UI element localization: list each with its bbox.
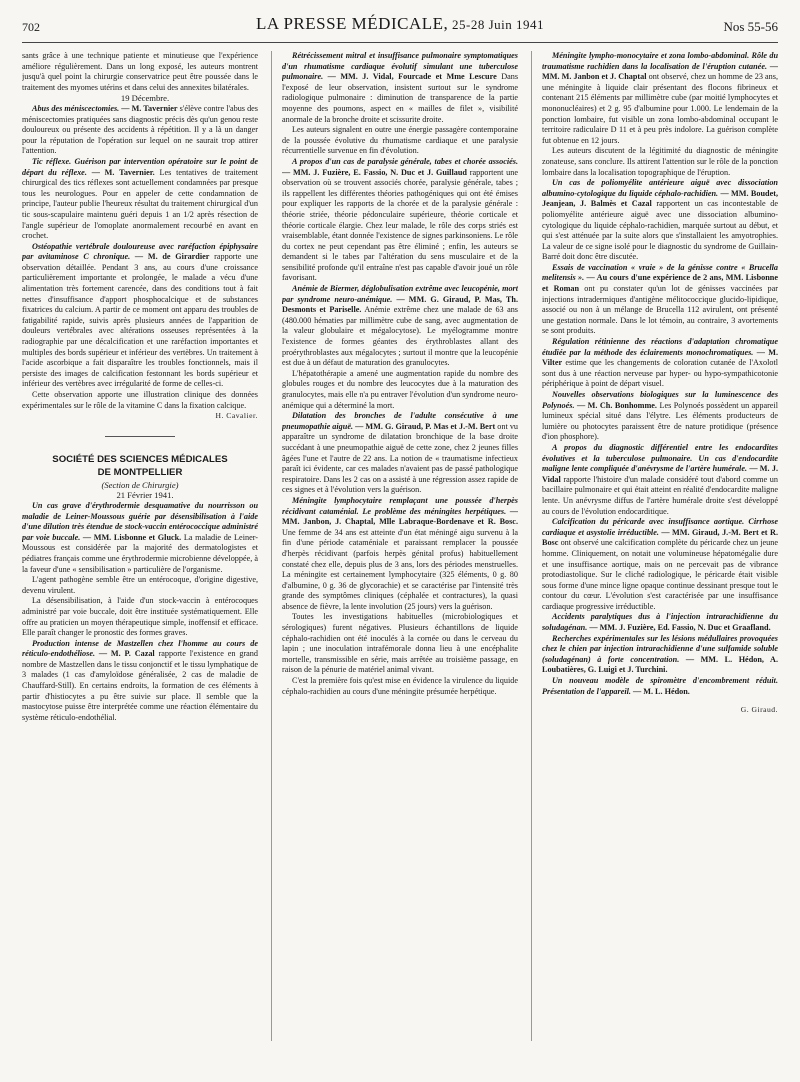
- article-title: Nouvelles observations biologiques sur la luminescence des Polynoés.: [542, 390, 778, 410]
- article-text: ont observé une calcification complète du péricarde chez un jeune homme. Cliniquement, on notait une volumineuse hépatomégalie dure et une insuffisance aortique, mais on ne percevait pas de vibrance protodiastolique. Sur le cliché radiologique, le péricarde était visible sous forme d'une mince ligne opaque continue dessinant presque tout le contour du cœur. L'évolution s'est caractérisée par une insuffisance cardiaque progressive irréductible.: [542, 538, 778, 611]
- article-authors: — M. Vilter: [542, 347, 778, 368]
- article-dilatation-bronches: [282, 411, 518, 496]
- article-text: rapportent un cas incontestable de poliomyélite antérieure aiguë avec une dissociation albumino-cytologique du liquide céphalo-rachidien, marquée surtout au début, et qui s'est atténuée par la suite alors que s'installaient les amyotrophies. La valeur de ce signe isolé pour le diagnostic du syndrome de Guillain-Barré doit donc être discutée.: [542, 199, 778, 262]
- article-poliomyelite: [542, 178, 778, 263]
- article-authors: — MM. L. Hédon, A. Loubatières, G. Luigi et J. Turchini.: [542, 654, 778, 675]
- article-authors: — Au cours d'une expérience de 2 ans, MM. Lisbonne et Roman: [542, 273, 778, 294]
- article-text: Une femme de 34 ans est atteinte d'un état méningé aigu survenu à la fin d'une période cataméniale et paraissant remplacer la poussée d'herpès récidivant (parfois herpès génital profus) habituellement constaté chez elle, depuis plus de 3 ans, lors des périodes menstruelles. La méningite est certainement lymphocytaire (325 éléments, 0 g. 80 d'albumine, 0 g. 36 de glycorachie) et se caractérise par l'intensité très grande des symptômes cliniques (céphalée et contractures), la quasi absence de fièvre, la lente involution (25 jours) vers la guérison.: [282, 527, 518, 611]
- article-title: Un cas grave d'érythrodermie desquamative du nourrisson ou maladie de Leiner-Moussous guérie par désensibilisation à l'aide d'une dilution très étendue de stock-vaccin entérococcique administré par voie buccale.: [22, 500, 258, 542]
- article-text: Les Polynoés possèdent un appareil lumineux spécial situé dans l'élytre. Les éléments producteurs de lumière ou photocytes paraissent être de nature protidique (présence d'ion phosphore).: [542, 400, 778, 442]
- continued-text: sants grâce à une technique patiente et minutieuse que l'expérience améliore régulièrement. Dans un long exposé, les auteurs montrent jusqu'à quel point la chirurgie conservatrice peut être poussée dans le traitement des myomes utérins et dans celui des annexites bilatérales.: [22, 51, 258, 92]
- article-text: Les tentatives de traitement chirurgical des tics réflexes sont actuellement condamnées par presque tous les neurologues. Pour en appeler de cette condamnation de principe, l'auteur publie l'heureux résultat du traitement chirurgical d'un tic sous-scapulaire maintenu guéri depuis 1 an 1/2 après résection de l'angle supérieur de l'omoplate anormalement recourbé en avant en crochet.: [22, 167, 258, 241]
- article-title: Un cas de poliomyélite antérieure aiguë avec dissociation albumino-cytologique du liquide céphalo-rachidien.: [542, 178, 778, 198]
- article-title: A propos du diagnostic différentiel entre les endocardites évolutives et la tuberculose pulmonaire. Un cas d'endocardite maligne lente compliquée d'anévrysme de l'artère humérale.: [542, 442, 778, 474]
- article-paralysie-generale: [282, 157, 518, 284]
- article-authors: — MM. G. Giraud, P. Mas et J.-M. Bert: [355, 421, 496, 431]
- article-title: Un nouveau modèle de spiromètre d'encombrement réduit. Présentation de l'appareil.: [542, 676, 778, 696]
- article-text-continued: L'hépatothérapie a amené une augmentation rapide du nombre des globules rouges et du nombre des leucocytes due à la maturation des granulocytes, mais elle n'a pu entraver l'évolution d'un syndrome neuro-anémique qui a déterminé la mort.: [282, 368, 518, 410]
- article-text: s'élève contre l'abus des méniscectomies pratiquées sans diagnostic précis dès qu'un genou reste douloureux ou présente des accidents à répétition. Il y a là un danger pour la réputation de l'opération sur lequel on ne saurait trop attirer l'attention.: [22, 103, 258, 156]
- article-authors: — MM. Boudet, Jeanjean, J. Balmès et Cazal: [542, 188, 778, 209]
- article-text: La maladie de Leiner-Moussous est considérée par la majorité des dermatologistes et pédiatres français comme une érythrodermie microbienne développée, à la faveur d'une « sensibilisation » particulière de l'organisme.: [22, 532, 258, 574]
- article-text: estime que les changements de coloration cutanée de l'Axolotl sont dus à une réaction nerveuse par hyper- ou hypo-sympathicotonie périphérique à point de départ visuel.: [542, 358, 778, 389]
- article-accidents-paralytiques: [542, 612, 778, 633]
- article-authors: — M. Ch. Bonhomme.: [577, 400, 657, 410]
- article-text-continued: Cette observation apporte une illustration clinique des données expérimentales sur le rôle de la vitamine C dans la fixation calcique.: [22, 390, 258, 410]
- article-zona: [542, 51, 778, 146]
- column-divider: [531, 51, 532, 1041]
- column-2: [282, 51, 518, 1069]
- article-title: Accidents paralytiques dus à l'injection intrarachidienne du soludagénan.: [542, 612, 778, 633]
- article-authors: — MM. G. Giraud, P. Mas, Th. Desmonts et Pariselle.: [282, 294, 518, 315]
- article-abus-meniscectomies: [22, 104, 258, 157]
- article-spirometre: [542, 676, 778, 697]
- author-signature: H. Cavalier.: [215, 411, 258, 421]
- article-authors: — M. P. Cazal: [98, 649, 155, 659]
- page-header: [0, 14, 800, 38]
- article-authors: — MM. J. Fuzière, E. Fassio, N. Duc et J. Guillaud: [282, 167, 467, 177]
- issue-number: Nos 55-56: [723, 19, 778, 34]
- society-heading: SOCIÉTÉ DES SCIENCES MÉDICALES: [52, 453, 228, 465]
- society-section: (Section de Chirurgie): [101, 479, 179, 490]
- article-authors: — MM. Lisbonne et Gluck.: [82, 532, 182, 542]
- article-regulation-retinienne: [542, 337, 778, 390]
- article-calcification-pericarde: [542, 517, 778, 612]
- article-title: Essais de vaccination « vraie » de la génisse contre « Brucella melitensis ».: [542, 262, 778, 283]
- article-title: A propos d'un cas de paralysie générale, tabes et chorée associés.: [292, 156, 518, 166]
- article-title: Abus des méniscectomies.: [32, 103, 120, 113]
- article-authors: — M. J. Vidal: [542, 464, 778, 484]
- article-retrecissement-mitral: [282, 51, 518, 125]
- article-title: Dilatation des bronches de l'adulte consécutive à une pneumopathie aiguë.: [282, 411, 518, 431]
- article-text: rapporte l'histoire d'un malade considéré tout d'abord comme un bacillaire pulmonaire et qui était atteint en réalité d'endocardite maligne lente. Un anévrysme diffus de l'artère humérale droite s'est développé au cours de l'évolution endocarditique.: [542, 474, 778, 516]
- article-authors: — MM. J. Fuzière, Ed. Fassio, N. Duc et Graafland.: [589, 623, 771, 633]
- article-title: Production intense de Mastzellen chez l'homme au cours de réticulo-endothéliose.: [22, 638, 258, 659]
- article-authors: — M. Tavernier.: [91, 167, 155, 177]
- author-signature: G. Giraud.: [740, 705, 778, 715]
- article-title: Rétrécissement mitral et insuffisance pulmonaire symptomatiques d'un rhumatisme cardiaque évolutif simulant une tuberculose pulmonaire.: [282, 51, 518, 82]
- article-authors: — M. L. Hédon.: [632, 686, 690, 696]
- session-date: 19 Décembre.: [120, 93, 170, 104]
- article-title: Méningite lymphocytaire remplaçant une poussée d'herpès récidivant cataménial. Le problème des méningites herpétiques.: [282, 495, 518, 516]
- article-text: rapportent une observation où se trouvent associés chorée, paralysie générale, tabes ; ils rappellent les différentes théories pathogéniques qui ont été émises pour expliquer les rapports de la chorée et de la paralysie générale : théorie striée, théorie pédonculaire supérieure, théorie corticale et théorie corticale élargie. Chez leur malade, le rôle des corps striés est vraisemblable, étant donnée l'existence de signes parkinsoniens. Le rôle du cortex ne peut cependant pas être éliminé ; enfin, les auteurs se demandent si le tabes par l'altération du sens musculaire et de la sensibilité profonde qu'il entraîne n'est pas capable d'avoir joué un rôle favorisant.: [282, 167, 518, 283]
- article-mastzellen: [22, 639, 258, 724]
- column-1: [22, 51, 258, 1069]
- article-title: Calcification du péricarde avec insuffisance aortique. Cirrhose cardiaque et asystolie irréductible.: [542, 517, 778, 537]
- article-authors: — MM. J. Vidal, Fourcade et Mme Lescure: [327, 72, 497, 82]
- page-number: 702: [22, 20, 40, 34]
- column-divider: [271, 51, 272, 1041]
- article-osteopathie: [22, 242, 258, 390]
- article-authors: — MM. M. Janbon et J. Chaptal: [542, 61, 778, 82]
- section-separator: [105, 436, 175, 437]
- article-title: Tic réflexe. Guérison par intervention opératoire sur le point de départ du réflexe.: [22, 156, 258, 177]
- session-date: 21 Février 1941.: [116, 490, 174, 501]
- article-erythrodermie: [22, 501, 258, 575]
- journal-name: LA PRESSE MÉDICALE,: [255, 14, 449, 33]
- article-endocardites: [542, 443, 778, 517]
- article-text: Dans l'exposé de leur observation, insistent surtout sur le syndrome radiologique pulmonaire : diminution de transparence de la partie moyenne des poumons, aspect en « mailles de filet », visibilité anormale de la bronche droite et scissurite droite.: [282, 72, 518, 124]
- article-authors: — MM. Giraud, J.-M. Bert et R. Bosc: [542, 527, 778, 548]
- article-text-continued: L'agent pathogène semble être un entérocoque, d'origine digestive, devenu virulent.: [22, 575, 258, 595]
- article-title: Anémie de Biermer, déglobulisation extrême avec leucopénie, mort par syndrome neuro-anémique.: [282, 284, 518, 304]
- article-text: ont vu apparaître un syndrome de dilatation bronchique de la base droite succédant à une pneumopathie aiguë de cette zone, chez 2 jeunes filles âgées l'une et l'autre de 22 ans. La notion de « traumatisme infectieux paraît ici évidente, car ces malades n'avaient pas de passé pathologique respiratoire. Dans les 2 cas on a assisté à une régression assez rapide de ces signes et à l'évolution vers la guérison.: [282, 421, 518, 495]
- society-heading-line2: DE MONTPELLIER: [97, 466, 183, 478]
- article-text-continued: C'est la première fois qu'est mise en évidence la virulence du liquide céphalo-rachidien au cours d'une méningite présumée herpétique.: [282, 676, 518, 696]
- column-3: [542, 51, 778, 1069]
- header-rule: [22, 42, 778, 43]
- article-recherches-experimentales: [542, 634, 778, 676]
- article-title: Ostéopathie vertébrale douloureuse avec raréfaction épiphysaire par avitaminose C chronique.: [22, 241, 258, 262]
- article-vaccination-genisse: [542, 263, 778, 337]
- article-text: Anémie extrême chez une malade de 63 ans (480.000 hématies par millimètre cube de sang, avec augmentation de la valeur globulaire et mégalocytose). Le myélogramme montre l'existence de formes géantes des érythroblastes allant des proérythroblastes aux mégalocytes ; surtout il montre que la leucopénie est due à un défaut de maturation des granulocytes.: [282, 305, 518, 368]
- article-text-continued: Les auteurs discutent de la légitimité du diagnostic de méningite zonateuse, sans conclure. Ils attirent l'attention sur le rôle de la ponction lombaire dans la localisation topographique de l'éruption.: [542, 146, 778, 177]
- issue-date: 25-28 Juin 1941: [448, 17, 545, 32]
- article-meningite-lymphocytaire: [282, 496, 518, 613]
- article-text-continued: Les auteurs signalent en outre une énergie passagère contemporaine de la poussée évolutive du rhumatisme cardiaque et une paralysie récurrentielle survenue en fin d'évolution.: [282, 125, 518, 156]
- article-authors: — M. de Girardier: [134, 252, 210, 262]
- article-polynoes: [542, 390, 778, 443]
- article-text: rapporte une observation détaillée. Pendant 3 ans, au cours d'une croissance particulièrement importante et prolongée, le malade a vécu d'une alimentation très fortement carencée, dans des conditions tout à fait nettes d'insuffisance d'apport phosphocalcique et de substances fixatrices du calcium. A partir de ce moment ont apparu des troubles de fatigabilité rapide, suivis après plusieurs années de l'apparition de douleurs vertébrales avec altérations osseuses représentées à la radiographie par une décalcification et une raréfaction importantes et multiples des bords supérieur et inférieur des vertèbres. Un traitement à l'acide ascorbique a fait disparaître les troubles fonctionnels, mais il persiste des images de calcification festonnant les bords supérieur et inférieur des vertèbres avec irrégularité de forme de celles-ci.: [22, 252, 258, 389]
- article-text-continued: La désensibilisation, à l'aide d'un stock-vaccin à entérocoques administré par voie buccale, doit être instituée systématiquement. Elle offre au praticien un moyen thérapeutique simple, inoffensif et efficace. Elle paraît changer le pronostic des formes graves.: [22, 596, 258, 638]
- article-text-continued: Toutes les investigations habituelles (microbiologiques et sérologiques) furent négatives. Plusieurs échantillons de liquide céphalo-rachidien ont été inoculés à la cornée ou dans le cerveau du lapin ; une inoculation intrafémorale donna lieu à une encéphalite mortelle, transmissible en série, mais arrêtée au troisième passage, en raison de la pénurie de matériel animal vivant.: [282, 612, 518, 675]
- article-authors: — MM. Janbon, J. Chaptal, Mlle Labraque-Bordenave et R. Bosc.: [282, 506, 518, 527]
- article-tic-reflexe: [22, 157, 258, 242]
- article-authors: — M. Tavernier: [121, 103, 178, 113]
- article-text: rapporte l'existence en grand nombre de Mastzellen dans le tissu conjonctif et le tissu lymphatique de 3 malades (1 cas d'amyloïdose généralisée, 2 cas de maladie de Chauffard-Still). En certains endroits, la formation de ces éléments à partir d'histiocytes a pu être suivie sur place. Il semble que la mastocytose puisse être interprétée comme une réaction élémentaire du système réticulo-endothélial.: [22, 649, 258, 722]
- journal-title: [0, 14, 800, 34]
- article-title: Régulation rétinienne des réactions d'adaptation chromatique étudiée par la méthode des éclairements monochromatiques.: [542, 337, 778, 357]
- article-title: Recherches expérimentales sur les lésions médullaires provoquées chez le chien par injection intrarachidienne d'une sulfamide soluble (soludagénan) à forte concentration.: [542, 633, 778, 664]
- article-text: ont observé, chez un homme de 23 ans, une méningite à liquide clair présentant des flocons fibrineux et contenant 215 éléments par millimètre cube (par moitié lymphocytes et mononucléaires) et 2 g. 95 d'albumine pour 1.000. Le lendemain de la ponction lombaire, fut visible un zona lombo-abdominal occupant le territoire radiculaire D 11 et à peu près indolore. La guérison complète fut obtenue en 12 jours.: [542, 72, 778, 145]
- article-title: Méningite lympho-monocytaire et zona lombo-abdominal. Rôle du traumatisme rachidien dans la localisation de l'éruption cutanée.: [542, 51, 778, 71]
- article-anemie-biermer: [282, 284, 518, 369]
- article-text: ont pu constater qu'un lot de génisses vaccinées par injections intradermiques d'antigène mélitococcique glucido-lipidique, associé ou non à un mélange de Brucella 112 avirulent, ont présenté une gestation normale. Dans le lot témoin, au contraire, 3 avortements se sont produits.: [542, 284, 778, 336]
